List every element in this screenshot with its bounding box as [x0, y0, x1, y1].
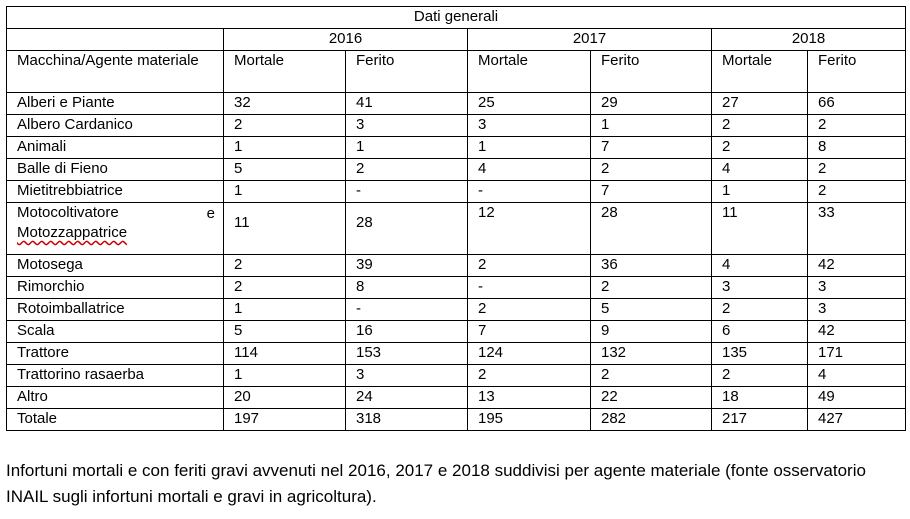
row-label: Motosega	[7, 255, 224, 277]
table-cell: 18	[712, 387, 808, 409]
table-row	[7, 181, 906, 203]
table-cell: 2	[468, 255, 591, 277]
table-cell: 12	[468, 203, 591, 255]
table-cell: 41	[346, 93, 468, 115]
table-cell: 114	[224, 343, 346, 365]
table-cell: 28	[346, 203, 468, 255]
table-cell: 132	[591, 343, 712, 365]
table-cell: 1	[224, 181, 346, 203]
year-header: 2016	[224, 29, 468, 51]
table-row	[7, 137, 906, 159]
subcol-header: Ferito	[591, 51, 712, 93]
table-cell: 3	[712, 277, 808, 299]
table-cell: 2	[808, 181, 906, 203]
table-row	[7, 409, 906, 431]
table-row	[7, 277, 906, 299]
table-row	[7, 321, 906, 343]
table-cell: 2	[224, 277, 346, 299]
table-cell: 1	[468, 137, 591, 159]
table-cell: 3	[468, 115, 591, 137]
table-cell: 42	[808, 255, 906, 277]
table-cell: 1	[224, 137, 346, 159]
table-cell: -	[468, 181, 591, 203]
table-row	[7, 159, 906, 181]
table-cell: 22	[591, 387, 712, 409]
table-cell: 1	[712, 181, 808, 203]
accidents-table	[6, 6, 906, 431]
table-row	[7, 299, 906, 321]
row-label: Alberi e Piante	[7, 93, 224, 115]
table-cell: 318	[346, 409, 468, 431]
table-cell: 2	[468, 365, 591, 387]
table-cell: 4	[712, 159, 808, 181]
table-cell: 49	[808, 387, 906, 409]
table-cell: 9	[591, 321, 712, 343]
table-cell: 3	[346, 365, 468, 387]
row-label: Animali	[7, 137, 224, 159]
row-label-part: Motozzappatrice	[17, 224, 128, 241]
subheader-row	[7, 51, 906, 93]
row-label: Balle di Fieno	[7, 159, 224, 181]
table-cell: 1	[591, 115, 712, 137]
table-cell: 2	[712, 115, 808, 137]
table-cell: 33	[808, 203, 906, 255]
table-cell: 171	[808, 343, 906, 365]
subcol-header: Mortale	[224, 51, 346, 93]
table-cell: 3	[808, 299, 906, 321]
row-label: Scala	[7, 321, 224, 343]
title-row	[7, 7, 906, 29]
table-cell: 7	[591, 181, 712, 203]
table-cell: 29	[591, 93, 712, 115]
table-cell: 11	[712, 203, 808, 255]
table-cell: 2	[346, 159, 468, 181]
table-title: Dati generali	[7, 7, 906, 29]
row-label: Rotoimballatrice	[7, 299, 224, 321]
table-cell: 39	[346, 255, 468, 277]
table-cell: 5	[591, 299, 712, 321]
table-cell: 3	[808, 277, 906, 299]
table-cell: 24	[346, 387, 468, 409]
table-cell: 6	[712, 321, 808, 343]
table-cell: 20	[224, 387, 346, 409]
table-cell: -	[346, 299, 468, 321]
table-cell: 153	[346, 343, 468, 365]
row-label: Totale	[7, 409, 224, 431]
table-cell: 11	[224, 203, 346, 255]
table-caption: Infortuni mortali e con feriti gravi avvenuti nel 2016, 2017 e 2018 suddivisi per agente materiale (fonte osservatorio INAIL sugli infortuni mortali e gravi in agricoltura).	[6, 461, 866, 506]
table-row	[7, 203, 906, 255]
table-row	[7, 255, 906, 277]
table-cell: 124	[468, 343, 591, 365]
table-cell: 2	[224, 255, 346, 277]
table-cell: 2	[808, 115, 906, 137]
table-cell: 135	[712, 343, 808, 365]
table-row	[7, 343, 906, 365]
table-cell: 5	[224, 159, 346, 181]
table-cell: 27	[712, 93, 808, 115]
table-cell: 3	[346, 115, 468, 137]
table-cell: 13	[468, 387, 591, 409]
row-label: Albero Cardanico	[7, 115, 224, 137]
table-row	[7, 93, 906, 115]
year-row	[7, 29, 906, 51]
row-label: Mietitrebbiatrice	[7, 181, 224, 203]
agent-column-header: Macchina/Agente materiale	[7, 51, 224, 93]
table-cell: 66	[808, 93, 906, 115]
table-cell: 8	[808, 137, 906, 159]
table-cell: 2	[591, 277, 712, 299]
year-header: 2017	[468, 29, 712, 51]
row-label-part: Motocoltivatore	[17, 204, 119, 221]
table-cell: -	[468, 277, 591, 299]
table-cell: 195	[468, 409, 591, 431]
table-cell: 1	[346, 137, 468, 159]
table-cell: 2	[468, 299, 591, 321]
table-cell: 5	[224, 321, 346, 343]
table-cell: 36	[591, 255, 712, 277]
row-label: Trattore	[7, 343, 224, 365]
row-label: Altro	[7, 387, 224, 409]
table-cell: 217	[712, 409, 808, 431]
table-row	[7, 115, 906, 137]
table-cell: 197	[224, 409, 346, 431]
table-cell: 4	[808, 365, 906, 387]
row-label: Rimorchio	[7, 277, 224, 299]
year-header-empty	[7, 29, 224, 51]
table-row	[7, 387, 906, 409]
subcol-header: Ferito	[808, 51, 906, 93]
table-cell: 4	[468, 159, 591, 181]
table-cell: 2	[591, 365, 712, 387]
table-cell: 427	[808, 409, 906, 431]
table-cell: 1	[224, 365, 346, 387]
table-cell: 28	[591, 203, 712, 255]
table-cell: 2	[591, 159, 712, 181]
table-cell: 7	[468, 321, 591, 343]
subcol-header: Ferito	[346, 51, 468, 93]
row-label	[7, 203, 224, 255]
subcol-header: Mortale	[712, 51, 808, 93]
table-cell: 2	[808, 159, 906, 181]
table-cell: 2	[224, 115, 346, 137]
year-header: 2018	[712, 29, 906, 51]
table-cell: 25	[468, 93, 591, 115]
table-cell: 1	[224, 299, 346, 321]
table-cell: 2	[712, 299, 808, 321]
table-cell: 42	[808, 321, 906, 343]
row-label: Trattorino rasaerba	[7, 365, 224, 387]
table-cell: 2	[712, 365, 808, 387]
subcol-header: Mortale	[468, 51, 591, 93]
table-cell: 7	[591, 137, 712, 159]
table-cell: 282	[591, 409, 712, 431]
row-label-part: e	[206, 205, 215, 222]
table-cell: 8	[346, 277, 468, 299]
table-cell: -	[346, 181, 468, 203]
table-row	[7, 365, 906, 387]
table-cell: 32	[224, 93, 346, 115]
table-cell: 16	[346, 321, 468, 343]
table-cell: 4	[712, 255, 808, 277]
table-cell: 2	[712, 137, 808, 159]
